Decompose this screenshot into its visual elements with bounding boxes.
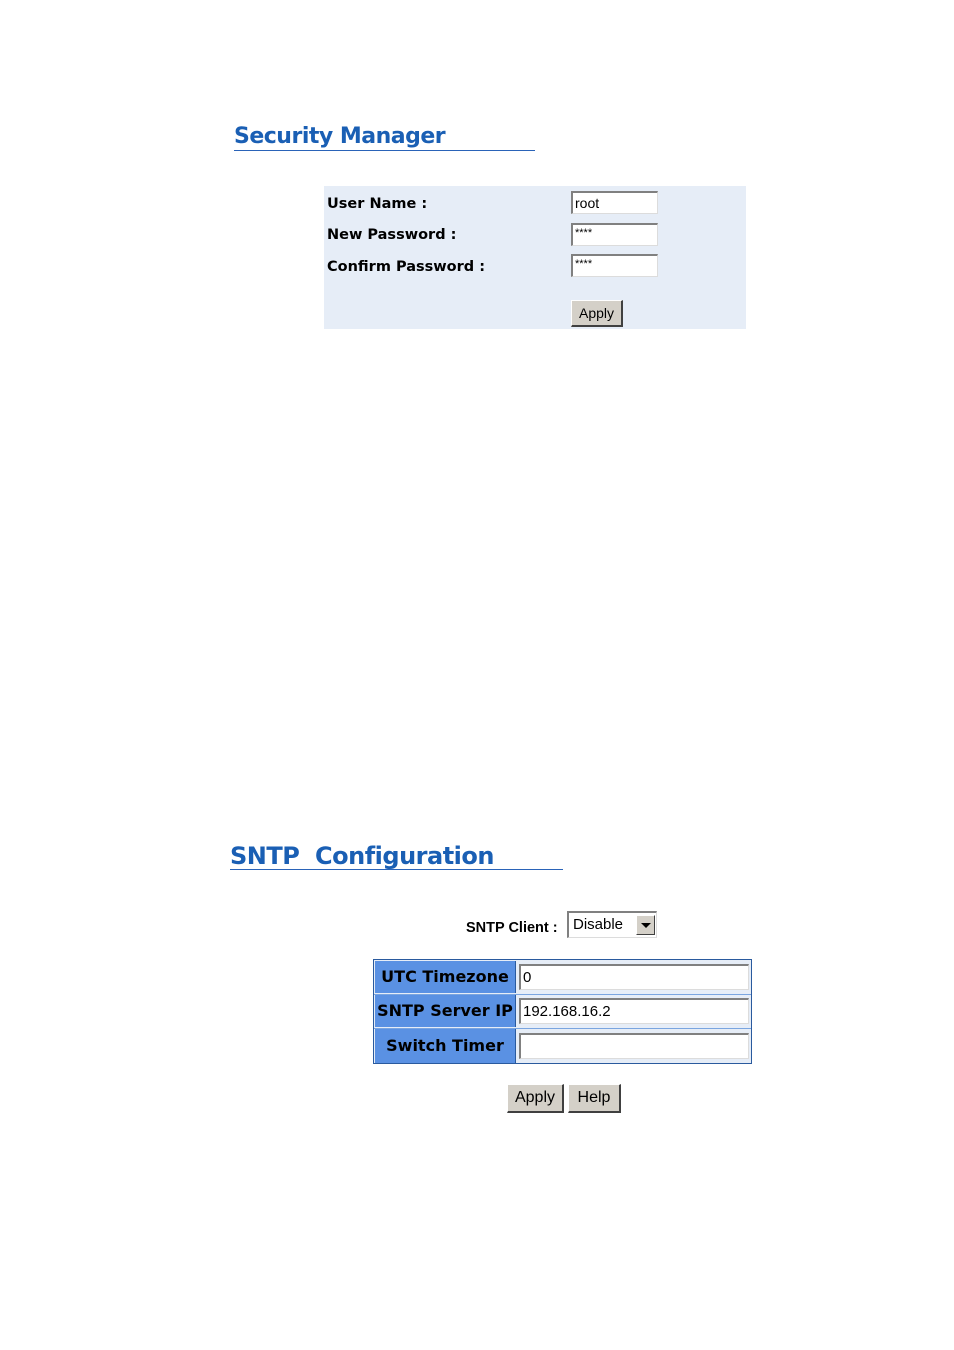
new-password-label: New Password : (327, 227, 457, 243)
sntp-settings-table (373, 959, 752, 1064)
utc-timezone-input[interactable]: 0 (519, 964, 749, 990)
sntp-configuration-title: SNTP Configuration (230, 843, 563, 870)
sntp-help-button[interactable]: Help (568, 1084, 621, 1113)
confirm-password-label: Confirm Password : (327, 259, 485, 275)
switch-timer-input[interactable] (519, 1033, 749, 1059)
sntp-client-label: SNTP Client : (466, 920, 558, 936)
sntp-client-selected-value: Disable (573, 916, 624, 933)
new-password-input[interactable]: **** (571, 223, 658, 246)
security-manager-title: Security Manager (234, 124, 535, 151)
utc-timezone-label: UTC Timezone (375, 961, 516, 993)
user-name-label: User Name : (327, 196, 428, 212)
security-manager-form (324, 186, 746, 329)
switch-timer-label: Switch Timer (375, 1029, 516, 1063)
chevron-down-icon[interactable] (636, 915, 655, 935)
sntp-server-ip-input[interactable]: 192.168.16.2 (519, 998, 749, 1024)
confirm-password-input[interactable]: **** (571, 254, 658, 277)
user-name-input[interactable]: root (571, 191, 658, 214)
security-apply-button[interactable]: Apply (571, 300, 623, 327)
sntp-server-ip-label: SNTP Server IP (375, 995, 516, 1027)
sntp-client-select[interactable] (567, 911, 657, 938)
sntp-apply-button[interactable]: Apply (507, 1084, 564, 1113)
